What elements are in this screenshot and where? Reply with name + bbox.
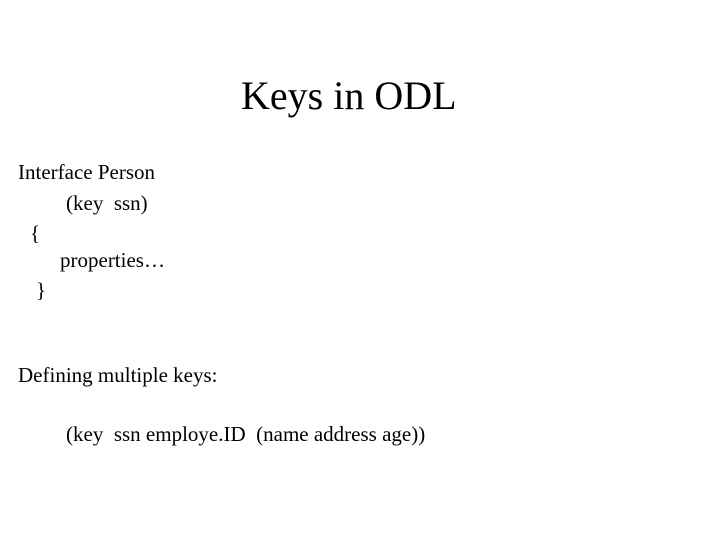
slide-title-container: [0, 72, 720, 120]
code-line-properties: properties…: [60, 248, 165, 272]
multiple-keys-example: (key ssn employe.ID (name address age)): [66, 422, 426, 446]
slide-title: Keys in ODL: [241, 73, 457, 118]
code-line-close-brace: }: [36, 278, 47, 302]
subheading: Defining multiple keys:: [18, 363, 218, 387]
code-line-open-brace: {: [30, 221, 41, 245]
code-line-interface: Interface Person: [18, 160, 156, 184]
code-line-key: (key ssn): [66, 191, 148, 215]
